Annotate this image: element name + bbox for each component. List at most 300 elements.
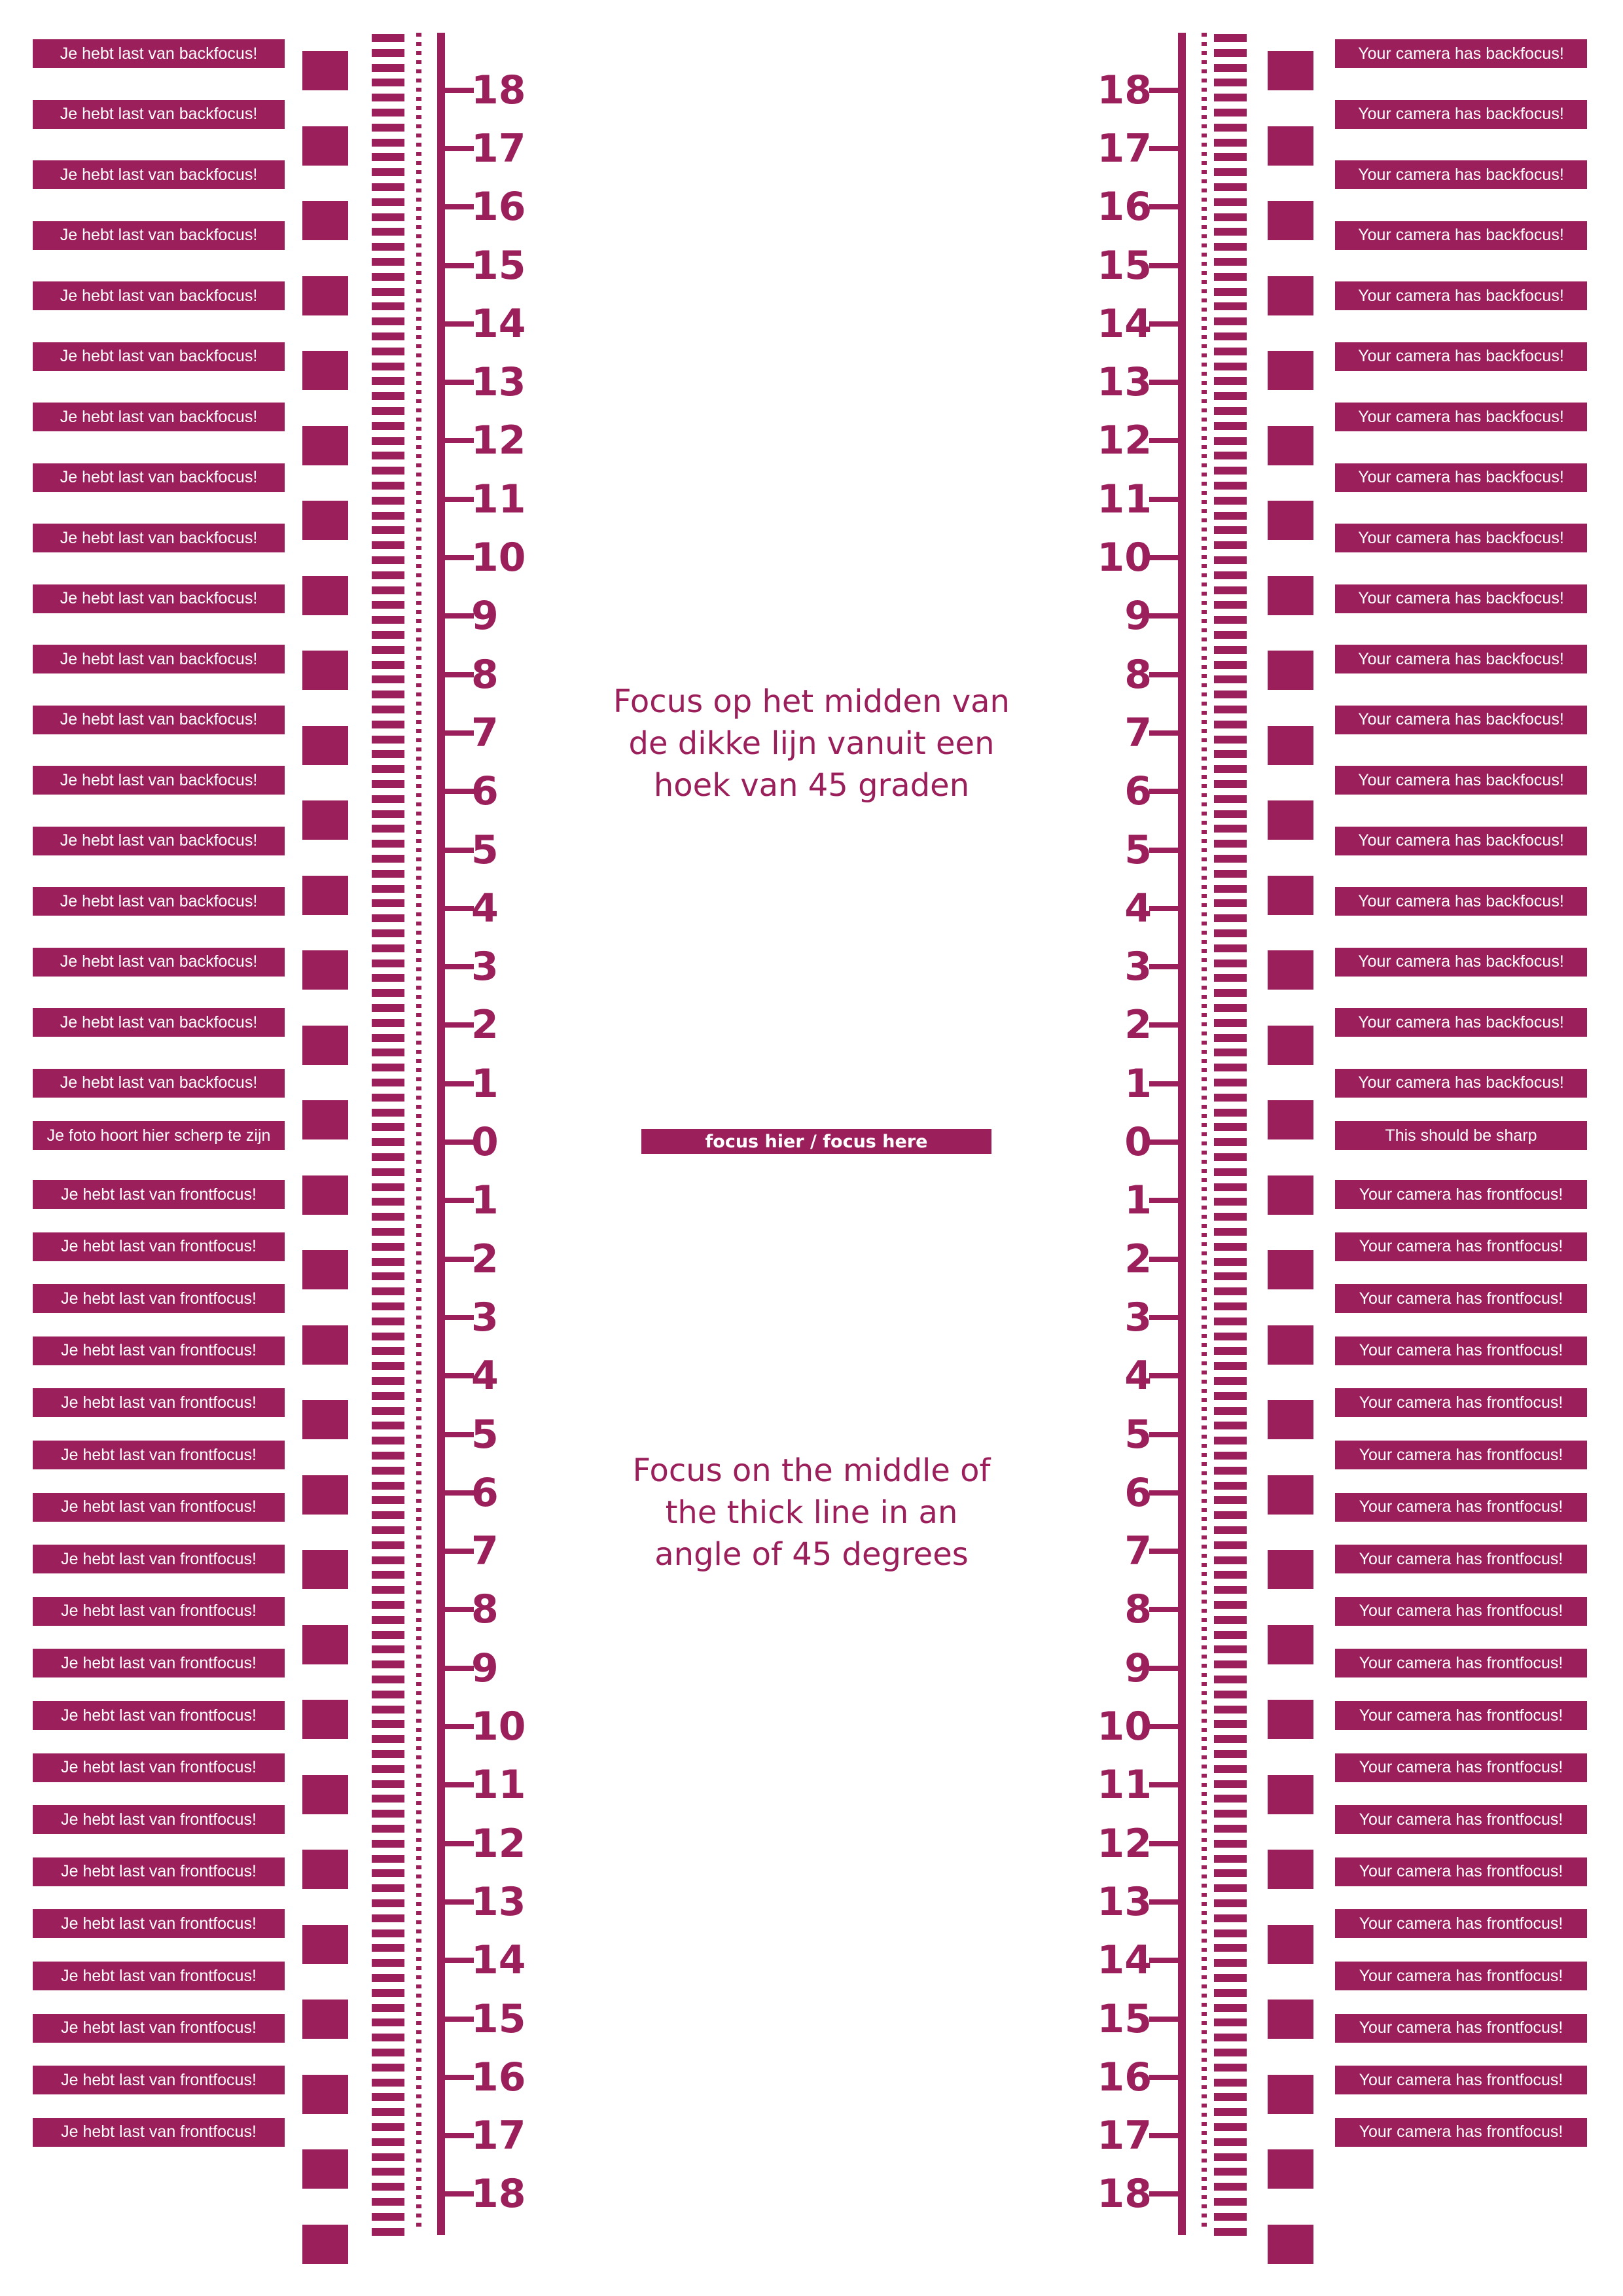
right-dash [1202, 537, 1207, 541]
right-focus-label-back: Your camera has backfocus! [1335, 463, 1587, 492]
right-rung [1214, 1287, 1247, 1295]
left-focus-label-back: Je hebt last van backfocus! [33, 766, 285, 795]
left-square [302, 876, 348, 915]
left-dash [416, 1590, 421, 1594]
left-scale-number: 4 [471, 885, 499, 931]
right-dash [1202, 546, 1207, 550]
right-dash [1202, 711, 1207, 715]
left-rung [372, 899, 404, 907]
left-scale-number: 1 [471, 1177, 499, 1224]
left-rung [372, 198, 404, 206]
right-rung [1214, 168, 1247, 176]
left-rung [372, 1571, 404, 1579]
left-dash [416, 1655, 421, 1659]
left-rung [372, 1556, 404, 1564]
left-dash [416, 628, 421, 632]
left-rung [372, 870, 404, 878]
left-dash [416, 2049, 421, 2053]
left-rung [372, 810, 404, 818]
left-dash [416, 207, 421, 211]
right-rung [1214, 1660, 1247, 1668]
right-dash [1202, 1334, 1207, 1338]
right-dash [1202, 1966, 1207, 1970]
right-dash [1202, 2104, 1207, 2108]
right-dash [1202, 1508, 1207, 1512]
right-rung [1214, 243, 1247, 251]
right-rung [1214, 1526, 1247, 1534]
right-scale-tick [1149, 1782, 1178, 1787]
left-focus-label-back: Je hebt last van backfocus! [33, 584, 285, 613]
left-rung [372, 1616, 404, 1624]
left-dash [416, 1737, 421, 1741]
left-focus-label-front: Je hebt last van frontfocus! [33, 1180, 285, 1209]
right-scale-tick [1149, 730, 1178, 736]
right-scale-tick [1149, 1724, 1178, 1729]
left-dash [416, 298, 421, 302]
left-rung [372, 2049, 404, 2056]
right-dash [1202, 344, 1207, 348]
left-dash [416, 967, 421, 971]
right-rung [1214, 944, 1247, 952]
left-dash [416, 97, 421, 101]
right-rung [1214, 422, 1247, 430]
left-square [302, 351, 348, 390]
left-dash [416, 977, 421, 980]
right-rung [1214, 1079, 1247, 1086]
right-rung [1214, 1511, 1247, 1519]
left-dash [416, 353, 421, 357]
right-dash [1202, 610, 1207, 614]
right-rung [1214, 139, 1247, 147]
left-dash [416, 802, 421, 806]
left-dash [416, 848, 421, 852]
left-focus-label-back: Je hebt last van backfocus! [33, 645, 285, 673]
left-square [302, 1550, 348, 1589]
left-dash [416, 1160, 421, 1164]
right-rung [1214, 989, 1247, 997]
left-rung [372, 840, 404, 848]
left-dash [416, 1022, 421, 1026]
left-rung [372, 1840, 404, 1848]
right-rung [1214, 392, 1247, 400]
left-scale-tick [445, 1432, 474, 1437]
right-dash [1202, 1957, 1207, 1961]
right-focus-label-back: Your camera has backfocus! [1335, 948, 1587, 977]
right-dash [1202, 747, 1207, 751]
right-rung [1214, 1138, 1247, 1146]
right-dash [1202, 216, 1207, 220]
left-dash [416, 134, 421, 137]
right-focus-label-back: Your camera has backfocus! [1335, 342, 1587, 371]
right-scale-number: 18 [1097, 2171, 1152, 2217]
right-dash [1202, 1920, 1207, 1924]
left-dash [416, 1847, 421, 1851]
right-dash [1202, 427, 1207, 431]
right-scale-number: 11 [1097, 476, 1152, 522]
left-rung [372, 1959, 404, 1967]
right-dash [1202, 2039, 1207, 2043]
left-scale-tick [445, 1490, 474, 1496]
left-dash [416, 1975, 421, 1979]
right-square [1268, 1175, 1313, 1215]
right-scale-number: 0 [1124, 1119, 1152, 1165]
left-rung [372, 1287, 404, 1295]
left-rung [372, 467, 404, 475]
right-dash [1202, 363, 1207, 367]
left-rung [372, 1213, 404, 1221]
left-rung [372, 1094, 404, 1102]
right-dash [1202, 1517, 1207, 1521]
left-rung [372, 2153, 404, 2161]
left-dash [416, 1765, 421, 1768]
right-rung [1214, 2213, 1247, 2221]
left-focus-label-front: Je hebt last van frontfocus! [33, 2118, 285, 2147]
right-dash [1202, 757, 1207, 761]
right-rung [1214, 1272, 1247, 1280]
right-rung [1214, 1347, 1247, 1355]
right-rung [1214, 2183, 1247, 2191]
left-dash [416, 2030, 421, 2034]
right-dash [1202, 253, 1207, 257]
left-square [302, 126, 348, 166]
right-scale-number: 4 [1124, 885, 1152, 931]
right-dash [1202, 1389, 1207, 1393]
instruction-english: Focus on the middle of the thick line in an angle of 45 degrees [632, 1452, 991, 1573]
right-rung [1214, 2049, 1247, 2056]
right-scale-tick [1149, 497, 1178, 502]
left-rung [372, 348, 404, 355]
right-rung [1214, 929, 1247, 937]
left-dash [416, 2186, 421, 2190]
left-rung [372, 2228, 404, 2236]
right-rung [1214, 736, 1247, 744]
left-scale-number: 8 [471, 1587, 499, 1633]
right-dash [1202, 143, 1207, 147]
right-dash [1202, 1352, 1207, 1356]
right-dash [1202, 555, 1207, 559]
left-rung [372, 1064, 404, 1071]
left-dash [416, 665, 421, 669]
left-rung [372, 914, 404, 922]
left-dash [416, 1334, 421, 1338]
left-focus-label-back: Je hebt last van backfocus! [33, 100, 285, 129]
right-main-bar [1178, 33, 1186, 2235]
right-focus-label-back: Your camera has backfocus! [1335, 403, 1587, 431]
right-rung [1214, 1318, 1247, 1325]
right-rung [1214, 1407, 1247, 1415]
right-rung [1214, 1064, 1247, 1071]
right-dash [1202, 1865, 1207, 1869]
right-rung [1214, 124, 1247, 132]
right-dash [1202, 1838, 1207, 1842]
left-focus-label-back: Je hebt last van backfocus! [33, 160, 285, 189]
left-dash [416, 1169, 421, 1173]
right-dash [1202, 583, 1207, 586]
left-dash [416, 867, 421, 870]
right-dash [1202, 1242, 1207, 1246]
left-dash [416, 1755, 421, 1759]
left-rung [372, 1944, 404, 1952]
left-scale-tick [445, 1081, 474, 1086]
left-focus-label-front: Je hebt last van frontfocus! [33, 1962, 285, 1990]
left-focus-label-front: Je hebt last van frontfocus! [33, 1701, 285, 1730]
right-rung [1214, 332, 1247, 340]
right-dash [1202, 1096, 1207, 1100]
left-dash [416, 243, 421, 247]
left-dash [416, 1041, 421, 1045]
left-scale-number: 16 [471, 184, 526, 230]
right-focus-label-back: Your camera has backfocus! [1335, 524, 1587, 552]
right-scale-number: 13 [1097, 359, 1152, 406]
right-dash [1202, 1710, 1207, 1713]
left-dash [416, 2003, 421, 2007]
left-scale-tick [445, 263, 474, 268]
left-dash [416, 729, 421, 733]
right-dash [1202, 967, 1207, 971]
left-scale-number: 2 [471, 1002, 499, 1049]
left-rung [372, 1183, 404, 1191]
right-square [1268, 426, 1313, 465]
right-dash [1202, 1810, 1207, 1814]
left-dash [416, 1600, 421, 1604]
right-rung [1214, 631, 1247, 639]
left-dash [416, 2113, 421, 2117]
left-dash [416, 1719, 421, 1723]
right-rung [1214, 64, 1247, 72]
left-focus-label-front: Je hebt last van frontfocus! [33, 1857, 285, 1886]
right-dash [1202, 656, 1207, 660]
right-rung [1214, 1333, 1247, 1340]
left-rung [372, 571, 404, 579]
right-dash [1202, 1545, 1207, 1549]
right-dash [1202, 1471, 1207, 1475]
left-dash [416, 106, 421, 110]
left-dash [416, 1902, 421, 1906]
left-rung [372, 1810, 404, 1818]
left-scale-tick [445, 730, 474, 736]
left-scale-tick [445, 2133, 474, 2138]
left-rung [372, 228, 404, 236]
left-rung [372, 706, 404, 713]
right-scale-tick [1149, 1432, 1178, 1437]
right-rung [1214, 1825, 1247, 1833]
left-dash [416, 1444, 421, 1448]
right-dash [1202, 2058, 1207, 2062]
right-dash [1202, 1737, 1207, 1741]
right-dash [1202, 674, 1207, 678]
left-dash [416, 1939, 421, 1943]
right-scale-number: 10 [1097, 535, 1152, 581]
right-rung [1214, 1631, 1247, 1639]
left-dash [416, 747, 421, 751]
left-focus-label-back: Je hebt last van backfocus! [33, 463, 285, 492]
right-dash [1202, 2140, 1207, 2144]
left-dash [416, 1398, 421, 1402]
right-square [1268, 1026, 1313, 1065]
left-dash [416, 1801, 421, 1805]
right-dash [1202, 1590, 1207, 1594]
left-dash [416, 1380, 421, 1384]
left-rung [372, 750, 404, 758]
right-square [1268, 1925, 1313, 1964]
left-dash [416, 857, 421, 861]
right-scale-tick [1149, 146, 1178, 151]
right-rung [1214, 2228, 1247, 2236]
right-rung [1214, 885, 1247, 893]
right-dash [1202, 1994, 1207, 1998]
left-rung [372, 601, 404, 609]
left-scale-tick [445, 88, 474, 93]
right-square [1268, 1250, 1313, 1289]
right-dash [1202, 2122, 1207, 2126]
left-dash [416, 381, 421, 385]
right-scale-tick [1149, 1081, 1178, 1086]
left-rung [372, 1914, 404, 1922]
right-dash [1202, 1774, 1207, 1778]
left-rung [372, 1407, 404, 1415]
right-rung [1214, 1362, 1247, 1370]
right-square [1268, 1775, 1313, 1814]
left-dash [416, 2223, 421, 2227]
left-dash [416, 1480, 421, 1484]
left-dash [416, 60, 421, 64]
left-scale-tick [445, 613, 474, 619]
left-rung [372, 2168, 404, 2176]
right-dash [1202, 1600, 1207, 1604]
left-dash [416, 1123, 421, 1127]
left-scale-number: 16 [471, 2054, 526, 2100]
right-dash [1202, 1820, 1207, 1823]
right-scale-number: 2 [1124, 1002, 1152, 1049]
right-dash [1202, 1627, 1207, 1631]
right-scale-number: 9 [1124, 593, 1152, 639]
right-rung [1214, 1691, 1247, 1698]
right-rung [1214, 363, 1247, 370]
left-square [302, 1100, 348, 1139]
left-rung [372, 1333, 404, 1340]
left-rung [372, 1601, 404, 1609]
left-dash [416, 1187, 421, 1191]
right-focus-label-back: Your camera has backfocus! [1335, 160, 1587, 189]
right-dash [1202, 2021, 1207, 2025]
left-square [302, 1475, 348, 1515]
left-rung [372, 302, 404, 310]
right-rung [1214, 1750, 1247, 1758]
right-dash [1202, 2094, 1207, 2098]
right-rung [1214, 109, 1247, 117]
left-rung [372, 885, 404, 893]
right-rung [1214, 1019, 1247, 1027]
left-rung [372, 452, 404, 459]
left-scale-tick [445, 497, 474, 502]
left-square [302, 1026, 348, 1065]
left-focus-label-back: Je hebt last van backfocus! [33, 948, 285, 977]
left-dash [416, 161, 421, 165]
right-square [1268, 876, 1313, 915]
left-rung [372, 94, 404, 101]
right-dash [1202, 665, 1207, 669]
right-dash [1202, 1224, 1207, 1228]
right-rung [1214, 1422, 1247, 1429]
left-dash [416, 738, 421, 742]
left-rung [372, 1138, 404, 1146]
right-dash [1202, 33, 1207, 37]
right-focus-label-back: Your camera has backfocus! [1335, 281, 1587, 310]
left-dash [416, 427, 421, 431]
left-dash [416, 1215, 421, 1219]
left-dash [416, 1151, 421, 1155]
right-dash [1202, 1490, 1207, 1494]
left-dash [416, 1178, 421, 1182]
right-dash [1202, 1526, 1207, 1530]
right-scale-number: 5 [1124, 827, 1152, 873]
right-dash [1202, 1801, 1207, 1805]
right-dash [1202, 628, 1207, 632]
left-focus-label-back: Je hebt last van backfocus! [33, 706, 285, 734]
left-dash [416, 931, 421, 935]
right-scale-tick [1149, 2133, 1178, 2138]
right-dash [1202, 1746, 1207, 1750]
left-dash [416, 1407, 421, 1411]
left-dash [416, 399, 421, 403]
left-rung [372, 1720, 404, 1728]
left-square [302, 2149, 348, 2189]
left-dash [416, 1306, 421, 1310]
left-focus-label-front: Je hebt last van frontfocus! [33, 1649, 285, 1677]
left-dash [416, 1682, 421, 1686]
left-rung [372, 288, 404, 296]
right-dash [1202, 637, 1207, 641]
left-focus-label-back: Je hebt last van backfocus! [33, 1008, 285, 1037]
right-dash [1202, 1581, 1207, 1585]
right-focus-label-front: Your camera has frontfocus! [1335, 1597, 1587, 1626]
right-dash [1202, 1884, 1207, 1888]
left-dash [416, 958, 421, 962]
right-rung [1214, 1392, 1247, 1400]
left-dash [416, 1783, 421, 1787]
right-dash [1202, 977, 1207, 980]
right-rung [1214, 646, 1247, 654]
left-dash [416, 198, 421, 202]
left-rung [372, 1735, 404, 1743]
right-square [1268, 576, 1313, 615]
left-dash [416, 1031, 421, 1035]
right-dash [1202, 876, 1207, 880]
right-dash [1202, 692, 1207, 696]
right-rung [1214, 228, 1247, 236]
right-dash [1202, 1132, 1207, 1136]
right-rung [1214, 1765, 1247, 1773]
right-focus-label-front: Your camera has frontfocus! [1335, 1649, 1587, 1677]
left-dash [416, 225, 421, 229]
right-scale-number: 2 [1124, 1236, 1152, 1282]
left-dash [416, 885, 421, 889]
left-dash [416, 1114, 421, 1118]
right-square [1268, 1625, 1313, 1664]
left-focus-label-front: Je hebt last van frontfocus! [33, 2066, 285, 2094]
right-rung [1214, 2123, 1247, 2131]
left-dash [416, 1233, 421, 1237]
left-scale-tick [445, 146, 474, 151]
left-dash [416, 271, 421, 275]
left-rung [372, 168, 404, 176]
left-rung [372, 1482, 404, 1490]
right-rung [1214, 198, 1247, 206]
right-dash [1202, 317, 1207, 321]
left-rung [372, 407, 404, 415]
left-scale-number: 14 [471, 300, 526, 347]
left-dash [416, 1856, 421, 1860]
